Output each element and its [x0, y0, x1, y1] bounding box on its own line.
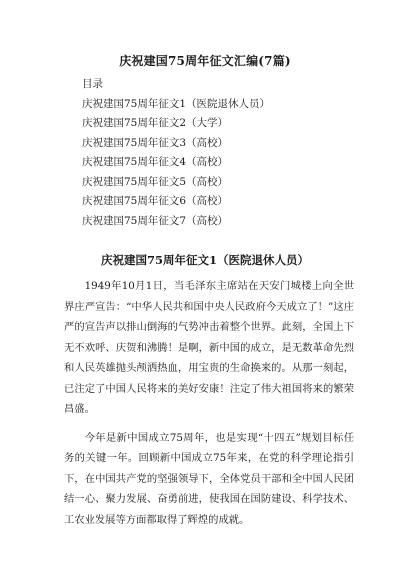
- toc-item[interactable]: 庆祝建国75周年征文2（大学）: [82, 117, 229, 129]
- toc-item[interactable]: 庆祝建国75周年征文5（高校）: [82, 175, 229, 188]
- toc-item[interactable]: 庆祝建国75周年征文1（医院退休人员）: [82, 97, 271, 110]
- toc-item[interactable]: 庆祝建国75周年征文7（高校）: [82, 214, 229, 227]
- section-title: 庆祝建国75周年征文1（医院退休人员）: [100, 253, 309, 267]
- toc-item[interactable]: 庆祝建国75周年征文4（高校）: [82, 156, 229, 168]
- toc-list: [82, 95, 270, 232]
- table-of-contents: [82, 75, 270, 231]
- toc-item[interactable]: 庆祝建国75周年征文6（高校）: [82, 195, 229, 207]
- article-body: [64, 276, 354, 538]
- paragraph: 今年是新中国成立75周年，也是实现“十四五”规划目标任务的关键一年。回顾新中国成立75年来，在党的科学理论指引下，在中国共产党的坚强领导下，全体党员干部和全中国人民团结一心、聚力发展、奋勇前进，使我国在国防建设、科学技术、工农业发展等方面都取得了辉煌的成就。: [64, 431, 354, 526]
- document-title: 庆祝建国75周年征文汇编(7篇): [119, 54, 291, 68]
- toc-item[interactable]: 庆祝建国75周年征文3（高校）: [82, 136, 229, 149]
- toc-heading: 目录: [82, 78, 103, 90]
- paragraph: 1949年10月1日，当毛泽东主席站在天安门城楼上向全世界庄严宣告：“中华人民共和国中央人民政府今天成立了！”这庄严的宣告声以排山倒海的气势冲击着整个世界。此刻，全国上下无不欢呼、庆贺和沸腾！是啊，新中国的成立，是无数革命先烈和人民英雄抛头颅洒热血，用宝贵的生命换来的。从那一刻起，已注定了中国人民将来的美好安康！注定了伟大祖国将来的繁荣昌盛。: [64, 280, 354, 415]
